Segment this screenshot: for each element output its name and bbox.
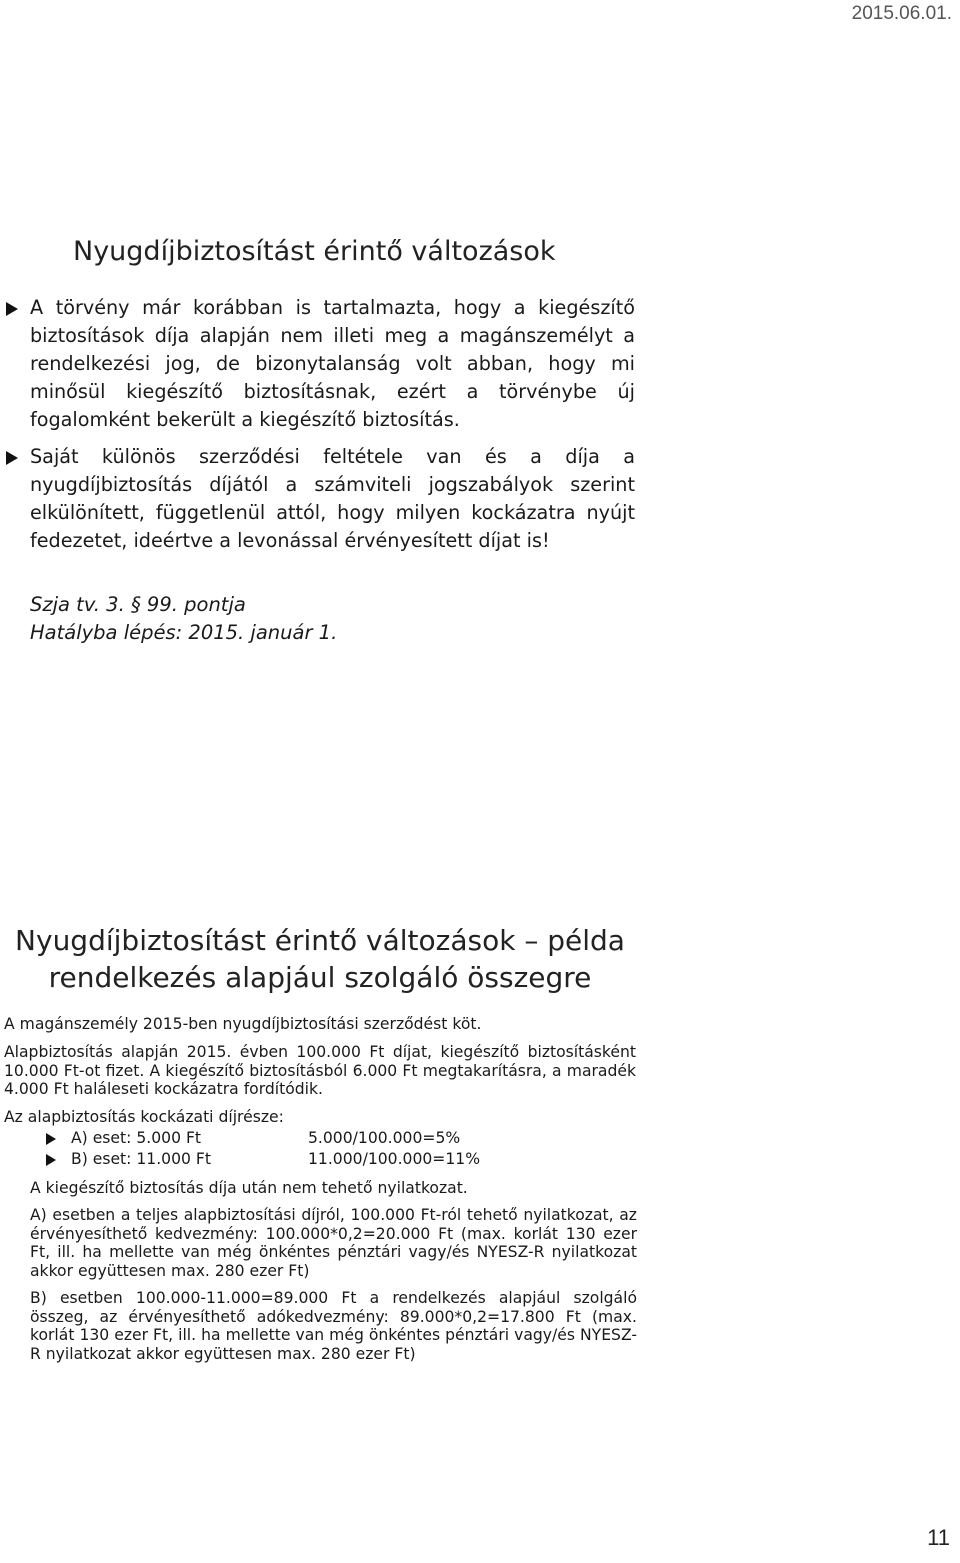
reference-line: Szja tv. 3. § 99. pontja — [30, 593, 246, 616]
bullet-arrow-icon — [6, 451, 18, 465]
slide2-risk-heading: Az alapbiztosítás kockázati díjrésze: — [4, 1108, 284, 1126]
slide2-title: Nyugdíjbiztosítást érintő változások – példa rendelkezés alapjául szolgáló összegre — [15, 924, 625, 994]
slide1-bullet: Saját különös szerződési feltétele van és a díja a nyugdíjbiztosítás díjától a számviteli jogszabályok szerint elkülönített, függetlenül attól, hogy milyen kockázatra nyújt fedezetet, ideértve a levonással érvényesített díjat is! — [30, 443, 635, 555]
bullet-arrow-icon — [6, 302, 18, 316]
risk-item-label: A) eset: 5.000 Ft — [71, 1129, 202, 1147]
slide2-intro: A magánszemély 2015-ben nyugdíjbiztosítási szerződést köt. — [4, 1015, 482, 1033]
slide2-paragraph: Alapbiztosítás alapján 2015. évben 100.000 Ft díjat, kiegészítő biztosításként 10.000 Ft-ot fizet. A kiegészítő biztosításból 6.000 Ft megtakarításra, a maradék 4.000 Ft haláleseti kockázatra fordítódik. — [4, 1043, 636, 1098]
slide2-bullet: A kiegészítő biztosítás díja után nem tehető nyilatkozat. — [30, 1179, 468, 1197]
page-date: 2015.06.01. — [851, 3, 952, 24]
effective-date-line: Hatályba lépés: 2015. január 1. — [30, 621, 338, 644]
risk-item — [71, 1129, 460, 1148]
slide2-bullet: B) esetben 100.000-11.000=89.000 Ft a rendelkezés alapjául szolgáló összeg, az érvényesíthető adókedvezmény: 89.000*0,2=17.800 Ft (max. korlát 130 ezer Ft, ill. ha mellette van még önkéntes pénztári vagy/és NYESZ-R nyilatkozat akkor együttesen max. 280 ezer Ft) — [30, 1289, 637, 1363]
bullet-arrow-icon — [46, 1133, 56, 1145]
slide1-legal-reference — [30, 591, 337, 647]
risk-item — [71, 1150, 480, 1169]
bullet-arrow-icon — [46, 1154, 56, 1166]
risk-item-label: B) eset: 11.000 Ft — [71, 1150, 211, 1168]
slide1-title: Nyugdíjbiztosítást érintő változások — [73, 236, 556, 267]
slide1-bullet: A törvény már korábban is tartalmazta, hogy a kiegészítő biztosítások díja alapján nem illeti meg a magánszemélyt a rendelkezési jog, de bizonytalanság volt abban, hogy mi minősül kiegészítő biztosításnak, ezért a törvénybe új fogalomként bekerült a kiegészítő biztosítás. — [30, 294, 635, 434]
page-number: 11 — [927, 1525, 950, 1550]
risk-item-calc: 5.000/100.000=5% — [308, 1129, 461, 1147]
risk-item-calc: 11.000/100.000=11% — [308, 1150, 481, 1168]
slide2-bullet: A) esetben a teljes alapbiztosítási díjról, 100.000 Ft-ról tehető nyilatkozat, az érvényesíthető kedvezmény: 100.000*0,2=20.000 Ft (max. korlát 130 ezer Ft, ill. ha mellette van még önkéntes pénztári vagy/és NYESZ-R nyilatkozat akkor együttesen max. 280 ezer Ft) — [30, 1206, 637, 1280]
